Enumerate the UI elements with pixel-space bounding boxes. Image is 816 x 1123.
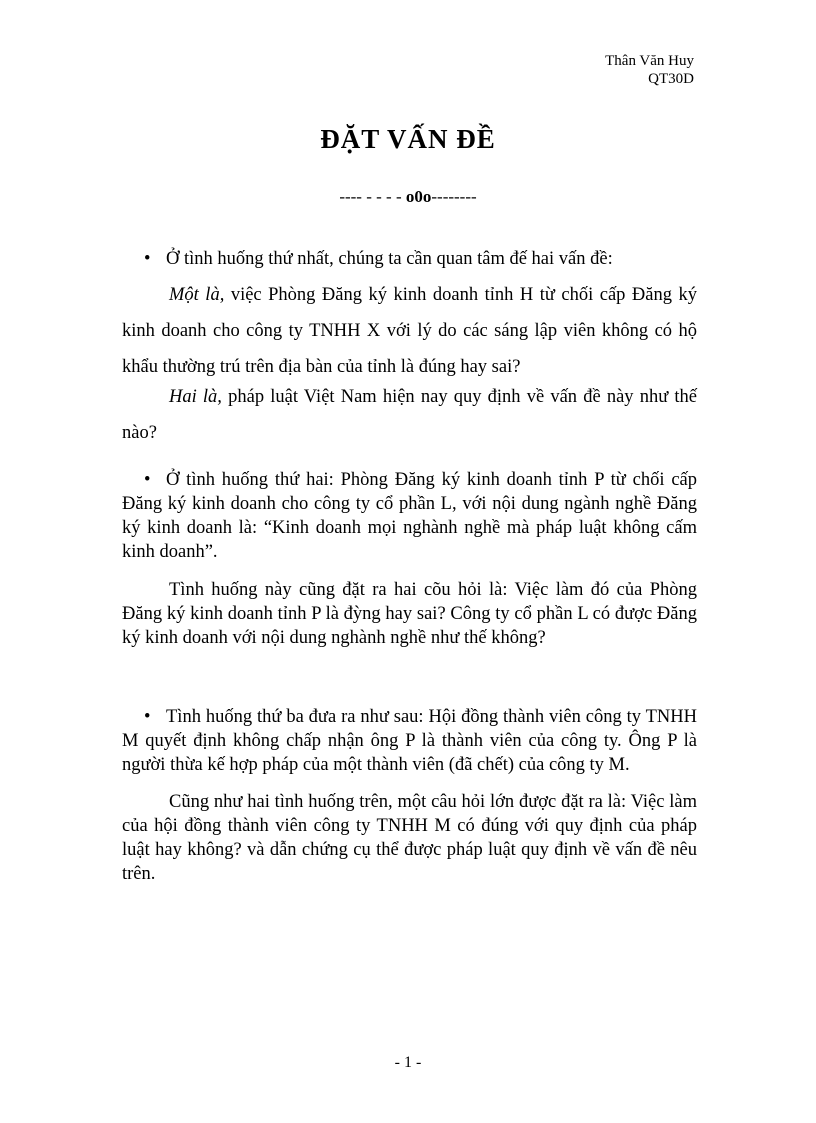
section3-bullet-text: Tình huống thứ ba đưa ra như sau: Hội đồng thành viên công ty TNHH M quyết định không chấp nhận ông P là thành viên của công ty. Ông P là người thừa kế hợp pháp của một thành viên (đã chết) của công ty M. — [122, 707, 697, 775]
divider-right: -------- — [431, 187, 477, 206]
section1-intro — [122, 241, 697, 277]
question1-lead: Một là, — [169, 285, 225, 305]
section2-bullet — [122, 468, 697, 564]
section3-follow-text: Cũng như hai tình huống trên, một câu hỏi lớn được đặt ra là: Việc làm của hội đồng thành viên công ty TNHH M có đúng với quy định của pháp luật hay không? và dẫn chứng cụ thể được pháp luật quy định về vấn đề nêu trên. — [122, 792, 697, 884]
section1-question1 — [122, 277, 697, 385]
author-block — [605, 52, 694, 88]
bullet-icon: • — [144, 470, 151, 490]
question1-text: việc Phòng Đăng ký kinh doanh tỉnh H từ chối cấp Đăng ký kinh doanh cho công ty TNHH X với lý do các sáng lập viên không có hộ khẩu thường trú trên địa bàn của tỉnh là đúng hay sai? — [122, 285, 697, 377]
section1-intro-text: Ở tình huống thứ nhất, chúng ta cần quan tâm đế hai vấn đề: — [166, 249, 613, 269]
question2-text: pháp luật Việt Nam hiện nay quy định về vấn đề này như thế nào? — [122, 387, 698, 443]
page-title: ĐẶT VẤN ĐỀ — [320, 124, 496, 154]
section2-follow-text: Tình huống này cũng đặt ra hai cõu hỏi là: Việc làm đó của Phòng Đăng ký kinh doanh tỉnh P là đỳng hay sai? Công ty cổ phần L có được Đăng ký kinh doanh với nội dung nghành nghề như thế không? — [122, 580, 697, 648]
page-number: - 1 - — [394, 1054, 422, 1071]
title-divider — [0, 187, 816, 207]
author-name: Thân Văn Huy — [605, 53, 694, 69]
divider-left: ---- - - - - — [339, 187, 402, 206]
section3-follow — [122, 790, 697, 886]
bullet-icon: • — [144, 707, 151, 727]
section3-bullet — [122, 705, 697, 777]
class-code: QT30D — [648, 71, 694, 87]
question2-lead: Hai là, — [169, 387, 222, 407]
divider-center: o0o — [405, 187, 432, 206]
section2-bullet-text: Ở tình huống thứ hai: Phòng Đăng ký kinh doanh tỉnh P từ chối cấp Đăng ký kinh doanh cho công ty cổ phần L, với nội dung ngành nghề Đăng ký kinh doanh là: “Kinh doanh mọi nghành nghề mà pháp luật không cấm kinh doanh”. — [122, 470, 697, 562]
section1-question2 — [122, 379, 697, 451]
section2-follow — [122, 578, 697, 650]
bullet-icon: • — [144, 249, 151, 269]
